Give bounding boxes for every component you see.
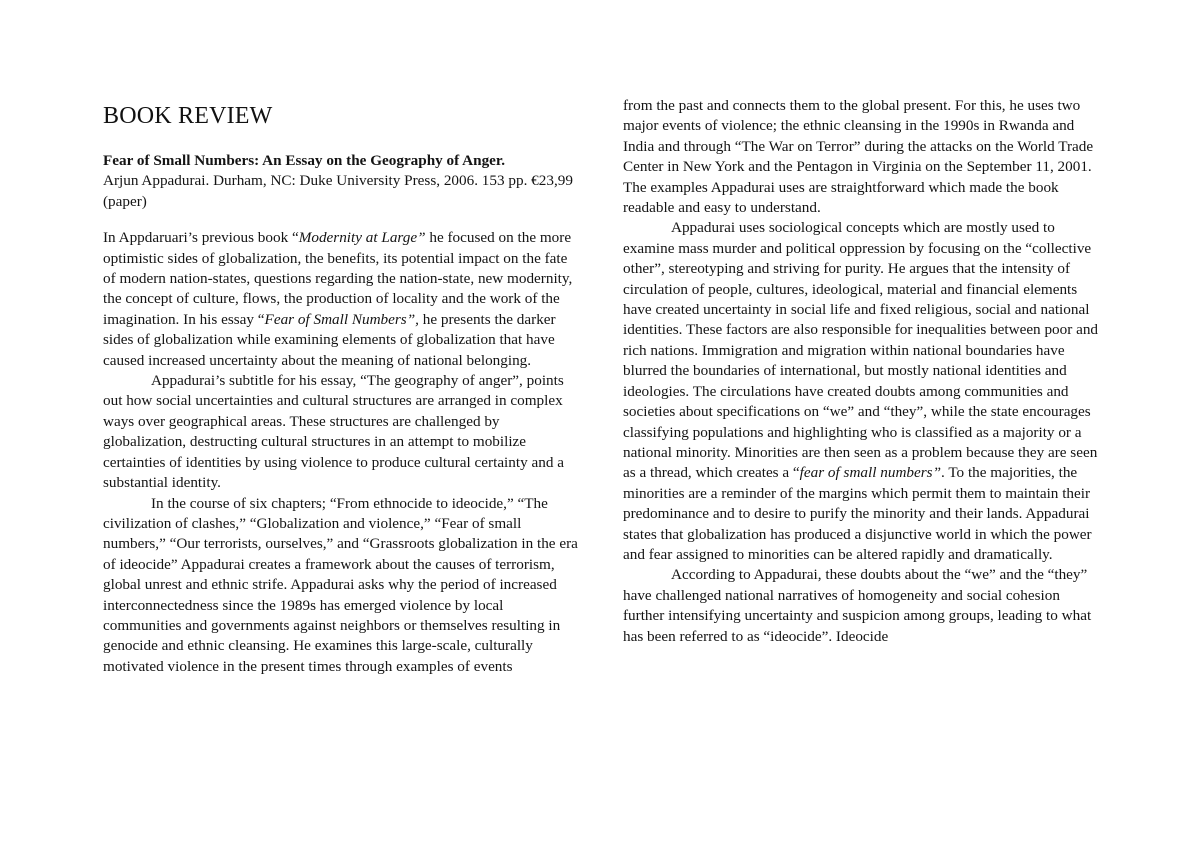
right-paragraph-2 — [623, 218, 1101, 565]
book-details: Arjun Appadurai. Durham, NC: Duke University Press, 2006. 153 pp. €23,99 (paper) — [103, 172, 573, 210]
book-citation — [103, 151, 581, 212]
text-run: . To the majorities, the minorities are a reminder of the margins which permit them to maintain their predominance and to desire to purify the minority and their lands. Appadurai states that globalization has produced a disjunctive world in which the power and fear assigned to minorities can be altered rapidly and dramatically. — [623, 464, 1092, 563]
left-paragraph-2: Appadurai’s subtitle for his essay, “The geography of anger”, points out how social uncertainties and cultural structures are arranged in complex ways over geographical areas. These structures are challenged by globalization, destructing cultural structures in an attempt to mobilize certainties of identities by using violence to produce cultural certainty and a substantial identity. — [103, 372, 564, 492]
book-title: Fear of Small Numbers: An Essay on the Geography of Anger. — [103, 152, 506, 169]
left-paragraph-3: In the course of six chapters; “From ethnocide to ideocide,” “The civilization of clashes,” “Globalization and violence,” “Fear of small numbers,” “Our terrorists, ourselves,” and “Grassroots globalization in the era of ideocide” Appadurai creates a framework about the causes of terrorism, global unrest and ethnic strife. Appadurai asks why the period of increased interconnectedness since the 1989s has emerged violence by local communities and governments against neighbors or themselves resulting in genocide and ethnic cleansing. He examines this large-scale, culturally motivated violence in the present times through examples of events — [103, 494, 578, 675]
left-paragraph-1 — [103, 228, 581, 371]
right-paragraph-1: from the past and connects them to the global present. For this, he uses two major events of violence; the ethnic cleansing in the 1990s in Rwanda and India and through “The War on Terror” during the attacks on the World Trade Center in New York and the Pentagon in Virginia on the September 11, 2001. The examples Appadurai uses are straightforward which made the book readable and easy to understand. — [623, 97, 1094, 217]
italic-title-run: Fear of Small Numbers”, — [264, 310, 419, 328]
right-column — [623, 96, 1101, 647]
text-run: In Appdaruari’s previous book “ — [103, 229, 299, 247]
right-paragraph-3: According to Appadurai, these doubts about the “we” and the “they” have challenged national narratives of homogeneity and social cohesion further intensifying uncertainty and suspicion among groups, leading to what has been referred to as “ideocide”. Ideocide — [623, 566, 1092, 645]
text-run: he focused on the more optimistic sides of globalization, the benefits, its potential impact on the fate of modern nation-states, questions regarding the nation-state, new modernity, the concept of culture, flows, the production of locality and the work of the imagination. In his essay “ — [103, 229, 573, 328]
text-run: he presents the darker sides of globalization while examining elements of globalization that have caused increased uncertainty about the meaning of national belonging. — [103, 310, 556, 369]
italic-title-run: Modernity at Large” — [298, 229, 426, 247]
text-run: Appadurai uses sociological concepts which are mostly used to examine mass murder and political oppression by focusing on the “collective other”, stereotyping and striving for purity. He argues that the intensity of circulation of people, cultures, ideological, material and financial elements have created uncertainty in social life and fixed religious, social and national identities. These factors are also responsible for inequalities between poor and rich nations. Immigration and migration within national boundaries have blurred the boundaries of international, but mostly national identities and ideologies. The circulations have created doubts among communities and societies about specifications on “we” and “they”, while the state encourages classifying populations and highlighting who is classified as a majority or a national minority. Minorities are then seen as a problem because they are seen as a thread, which creates a “ — [623, 219, 1099, 482]
italic-title-run: fear of small numbers” — [799, 464, 942, 482]
page-heading: BOOK REVIEW — [103, 103, 273, 129]
left-column — [103, 96, 581, 677]
